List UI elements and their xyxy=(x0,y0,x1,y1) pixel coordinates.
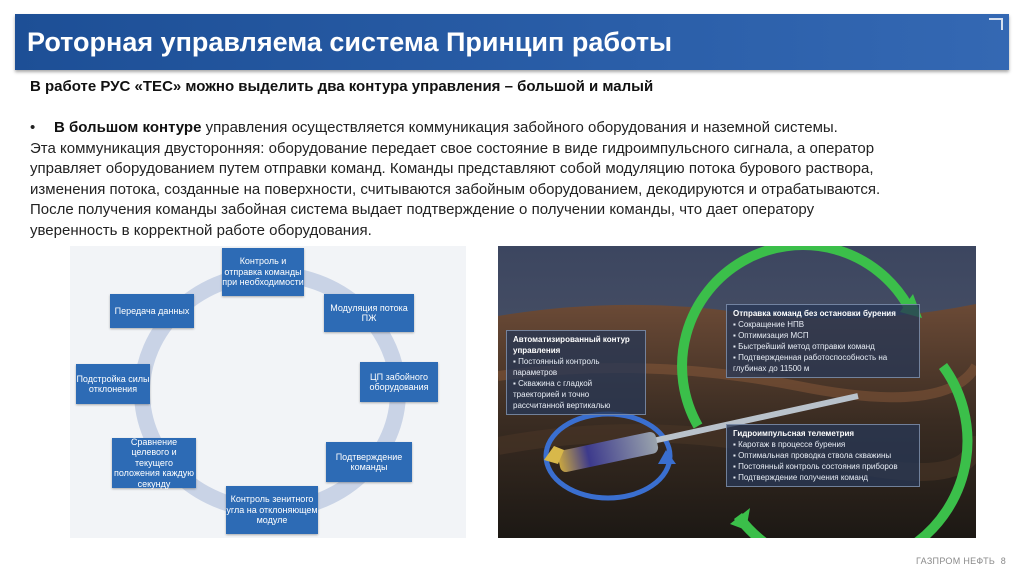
lead-rest: управления осуществляется коммуникация забойного оборудования и наземной системы. xyxy=(201,119,838,136)
bullet-line xyxy=(30,118,1005,139)
cycle-step-4: Подтверждение команды xyxy=(326,442,412,482)
body-line-3: изменения потока, созданные на поверхности, считываются забойным оборудованием, декодируются и отрабатываются. xyxy=(30,180,881,198)
slide-title: Роторная управляема система Принцип работы xyxy=(27,27,673,57)
cycle-step-3: ЦП забойного оборудования xyxy=(360,362,438,402)
drilling-illustration xyxy=(498,246,976,538)
cycle-step-6: Сравнение целевого и текущего положения каждую секунду xyxy=(114,436,194,489)
panel-telemetry xyxy=(726,424,920,487)
panel-cmd-item: ▪ Быстрейший метод отправки команд xyxy=(733,342,875,351)
panel-cmd-item: ▪ Оптимизация МСП xyxy=(733,331,809,340)
footer-company: ГАЗПРОМ НЕФТЬ xyxy=(916,556,996,566)
cycle-step-1: Контроль и отправка команды при необходимости xyxy=(222,248,304,296)
cycle-step-2: Модуляция потока ПЖ xyxy=(324,294,414,332)
body-paragraph xyxy=(30,118,1005,241)
bold-lead: В большом контуре xyxy=(54,119,202,136)
panel-tel-item: ▪ Постоянный контроль состояния приборов xyxy=(733,462,898,471)
panel-tel-item: ▪ Каротаж в процессе бурения xyxy=(733,440,846,449)
body-line-4: После получения команды забойная система выдает подтверждение о получении команды, что дает оператору xyxy=(30,201,815,218)
cycle-step-8: Передача данных xyxy=(110,294,194,328)
panel-auto-item: ▪ Постоянный контроль параметров xyxy=(513,357,600,377)
panel-tel-heading: Гидроимпульсная телеметрия xyxy=(733,429,855,438)
panel-cmd-heading: Отправка команд без остановки бурения xyxy=(733,309,896,318)
bullet-symbol: • xyxy=(30,119,36,136)
cycle-step-5: Контроль зенитного угла на отклоняющем модуле xyxy=(226,486,318,534)
body-line-5: уверенность в корректной работе оборудования. xyxy=(30,221,372,239)
footer xyxy=(916,556,1006,566)
body-line-2: управляет оборудованием путем отправки команд. Команды представляют собой модуляцию потока бурового раствора, xyxy=(30,160,874,177)
panel-cmd-item: ▪ Сокращение НПВ xyxy=(733,320,805,329)
panel-auto-loop xyxy=(506,330,646,415)
panel-cmd-item: ▪ Подтвержденная работоспособность на глубинах до 11500 м xyxy=(733,353,888,373)
panel-auto-item: ▪ Скважина с гладкой траекторией и точно рассчитанной вертикалью xyxy=(513,379,611,410)
cycle-diagram xyxy=(70,246,466,538)
title-bar xyxy=(15,14,1009,70)
panel-auto-heading: Автоматизированный контур управления xyxy=(513,335,630,355)
body-line-1: Эта коммуникация двусторонняя: оборудование передает свое состояние в виде гидроимпульсного сигнала, а оператор xyxy=(30,139,875,157)
subtitle: В работе РУС «TEC» можно выделить два контура управления – большой и малый xyxy=(30,78,654,95)
panel-commands xyxy=(726,304,920,378)
corner-mark xyxy=(989,18,1003,30)
panel-tel-item: ▪ Подтверждение получения команд xyxy=(733,473,868,482)
cycle-step-7: Подстройка силы отклонения xyxy=(76,364,150,404)
page-number: 8 xyxy=(1000,556,1006,566)
panel-tel-item: ▪ Оптимальная проводка ствола скважины xyxy=(733,451,892,460)
